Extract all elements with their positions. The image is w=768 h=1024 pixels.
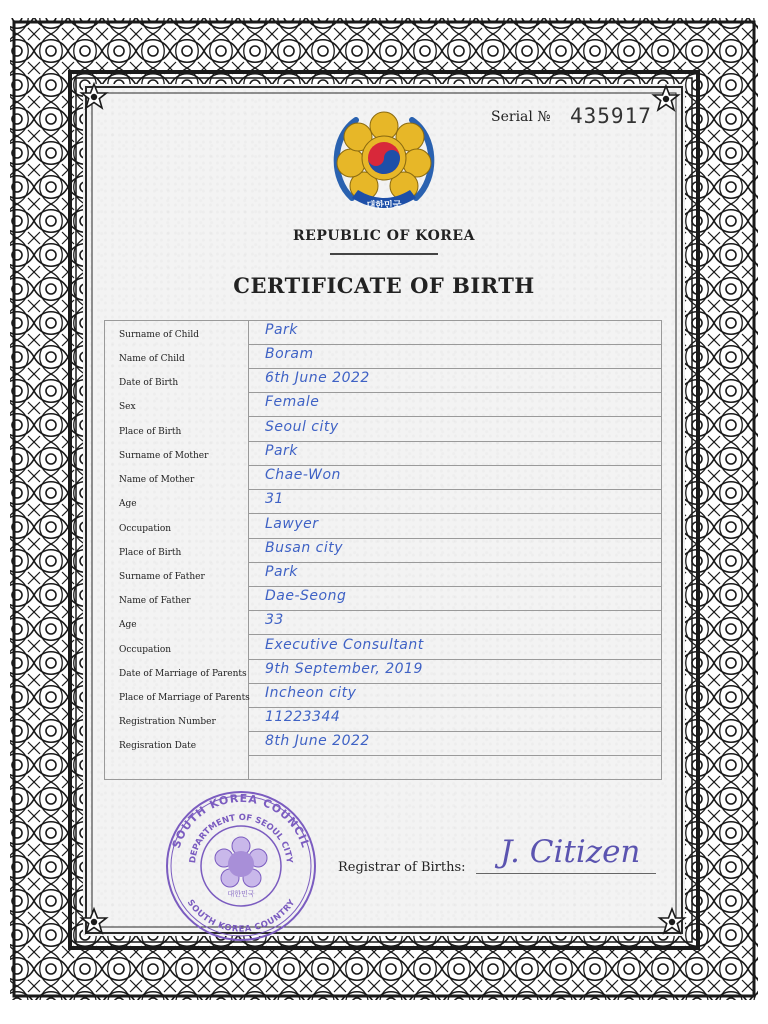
record-row	[105, 515, 661, 539]
record-label: Date of Marriage of Parents	[119, 669, 247, 679]
record-row	[105, 345, 661, 369]
record-row	[105, 708, 661, 732]
record-label: Age	[119, 620, 137, 630]
record-label: Age	[119, 499, 137, 509]
record-label: Sex	[119, 402, 136, 412]
row-rule	[248, 634, 661, 635]
record-label: Place of Birth	[119, 548, 182, 558]
record-label: Registration Number	[119, 717, 216, 727]
record-value: Executive Consultant	[265, 637, 424, 653]
corner-flower-icon	[650, 83, 682, 115]
record-row	[105, 732, 661, 756]
corner-flower-icon	[78, 81, 110, 113]
record-row	[105, 539, 661, 563]
signature-line	[476, 873, 656, 874]
record-row	[105, 418, 661, 442]
record-value: 31	[265, 491, 284, 507]
record-row	[105, 490, 661, 514]
record-label: Regisration Date	[119, 741, 197, 751]
corner-flower-icon	[78, 906, 110, 938]
record-label: Date of Birth	[119, 378, 179, 388]
seal-center-text: 대한민국	[227, 890, 255, 898]
record-value: Chae-Won	[265, 467, 341, 483]
seal-inner-text: DEPARTMENT OF SEOUL CITY	[188, 812, 294, 864]
record-value: Boram	[265, 346, 314, 362]
record-row	[105, 660, 661, 684]
serial-number: 435917	[570, 104, 652, 128]
seal-bottom-text: SOUTH KOREA COUNTRY	[184, 898, 298, 935]
record-value: Incheon city	[265, 685, 357, 701]
certificate-title: CERTIFICATE OF BIRTH	[233, 273, 535, 298]
record-label: Occupation	[119, 524, 172, 534]
registrar-label: Registrar of Births:	[338, 860, 466, 875]
record-row	[105, 684, 661, 708]
record-value: 8th June 2022	[265, 733, 370, 749]
record-row	[105, 466, 661, 490]
record-label: Name of Child	[119, 354, 185, 364]
record-value: 9th September, 2019	[265, 661, 423, 677]
record-row	[105, 442, 661, 466]
record-value: Busan city	[265, 540, 344, 556]
record-row	[105, 587, 661, 611]
korea-emblem-icon	[326, 106, 442, 222]
country-heading: REPUBLIC OF KOREA	[293, 228, 475, 244]
record-label: Place of Birth	[119, 427, 182, 437]
council-seal	[163, 788, 319, 944]
record-value: Park	[265, 443, 298, 459]
record-label: Surname of Mother	[119, 451, 209, 461]
record-row	[105, 369, 661, 393]
record-label: Place of Marriage of Parents	[119, 693, 250, 703]
record-value: 33	[265, 612, 284, 628]
record-value: Female	[265, 394, 320, 410]
seal-outer-text: SOUTH KOREA COUNCIL	[169, 791, 313, 850]
record-row	[105, 611, 661, 635]
record-label: Surname of Child	[119, 330, 199, 340]
record-row	[105, 636, 661, 660]
emblem-caption: 대한민국	[366, 201, 402, 211]
corner-flower-icon	[656, 906, 688, 938]
registrar-signature: J. Citizen	[500, 834, 641, 870]
record-value: Park	[265, 564, 298, 580]
row-rule	[248, 416, 661, 417]
record-label: Occupation	[119, 645, 172, 655]
record-row	[105, 321, 661, 345]
row-rule	[248, 513, 661, 514]
record-value: Seoul city	[265, 419, 339, 435]
record-value: Dae-Seong	[265, 588, 347, 604]
record-row	[105, 563, 661, 587]
record-value: 11223344	[265, 709, 341, 725]
serial-label: Serial №	[491, 109, 551, 125]
record-value: Park	[265, 322, 298, 338]
record-value: Lawyer	[265, 516, 319, 532]
record-label: Name of Mother	[119, 475, 195, 485]
record-label: Name of Father	[119, 596, 191, 606]
heading-underline	[330, 253, 438, 255]
record-label: Surname of Father	[119, 572, 205, 582]
records-table	[104, 320, 662, 780]
record-row	[105, 393, 661, 417]
row-rule	[248, 755, 661, 756]
record-value: 6th June 2022	[265, 370, 370, 386]
